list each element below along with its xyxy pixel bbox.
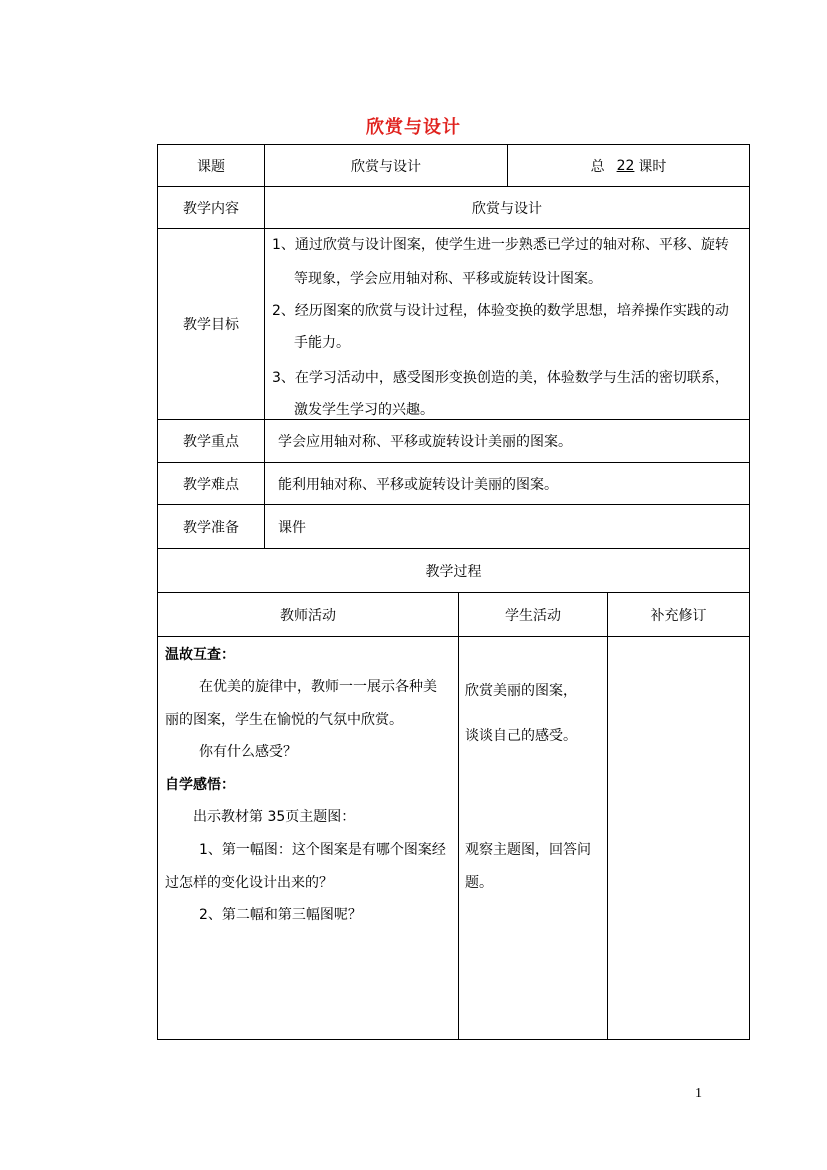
student-activity-3-line-2: 题。 bbox=[465, 875, 493, 891]
student-activity-3-line-1: 观察主题图，回答问 bbox=[465, 842, 591, 858]
student-activity-header: 学生活动 bbox=[458, 592, 608, 637]
document-title: 欣赏与设计 bbox=[366, 117, 461, 138]
process-header: 教学过程 bbox=[157, 548, 750, 593]
goal-3-line-2: 激发学生学习的兴趣。 bbox=[294, 402, 434, 418]
goal-2-line-2: 手能力。 bbox=[294, 335, 350, 351]
revision-header: 补充修订 bbox=[607, 592, 750, 637]
goals-label: 教学目标 bbox=[157, 228, 265, 420]
goal-1-line-2: 等现象，学会应用轴对称、平移或旋转设计图案。 bbox=[294, 271, 602, 287]
key-points-value: 学会应用轴对称、平移或旋转设计美丽的图案。 bbox=[264, 419, 750, 463]
teacher-activity-cell bbox=[157, 636, 459, 1040]
topic-label: 课题 bbox=[157, 144, 265, 187]
topic-value: 欣赏与设计 bbox=[264, 144, 508, 187]
preparation-label: 教学准备 bbox=[157, 504, 265, 549]
key-points-label: 教学重点 bbox=[157, 419, 265, 463]
teacher-activity-header: 教师活动 bbox=[157, 592, 459, 637]
content-label: 教学内容 bbox=[157, 186, 265, 229]
goal-1-line-1: 1、通过欣赏与设计图案，使学生进一步熟悉已学过的轴对称、平移、旋转 bbox=[272, 237, 729, 253]
review-paragraph-line-1: 在优美的旋律中，教师一一展示各种美 bbox=[199, 679, 437, 695]
goal-2-line-1: 2、经历图案的欣赏与设计过程，体验变换的数学思想，培养操作实践的动 bbox=[272, 303, 729, 319]
self-study-heading: 自学感悟： bbox=[165, 777, 235, 793]
revision-cell bbox=[607, 636, 750, 1040]
question-1-line-1: 1、第一幅图：这个图案是有哪个图案经 bbox=[199, 842, 446, 858]
student-activity-2: 谈谈自己的感受。 bbox=[465, 728, 577, 744]
content-value: 欣赏与设计 bbox=[264, 186, 750, 229]
total-number: 22 bbox=[616, 157, 635, 174]
goal-3-line-1: 3、在学习活动中，感受图形变换创造的美，体验数学与生活的密切联系， bbox=[272, 370, 729, 386]
difficulty-label: 教学难点 bbox=[157, 462, 265, 505]
student-activity-1: 欣赏美丽的图案， bbox=[465, 683, 577, 699]
review-paragraph-line-2: 丽的图案，学生在愉悦的气氛中欣赏。 bbox=[165, 712, 403, 728]
show-theme-figure: 出示教材第 35页主题图： bbox=[193, 809, 356, 825]
difficulty-value: 能利用轴对称、平移或旋转设计美丽的图案。 bbox=[264, 462, 750, 505]
review-question: 你有什么感受？ bbox=[199, 744, 297, 760]
question-2: 2、第二幅和第三幅图呢？ bbox=[199, 907, 362, 923]
review-heading: 温故互查： bbox=[165, 647, 235, 663]
preparation-value: 课件 bbox=[264, 504, 750, 549]
question-1-line-2: 过怎样的变化设计出来的？ bbox=[165, 875, 333, 891]
total-periods: 总 22 课时 bbox=[507, 144, 750, 187]
page-number: 1 bbox=[695, 1086, 702, 1101]
